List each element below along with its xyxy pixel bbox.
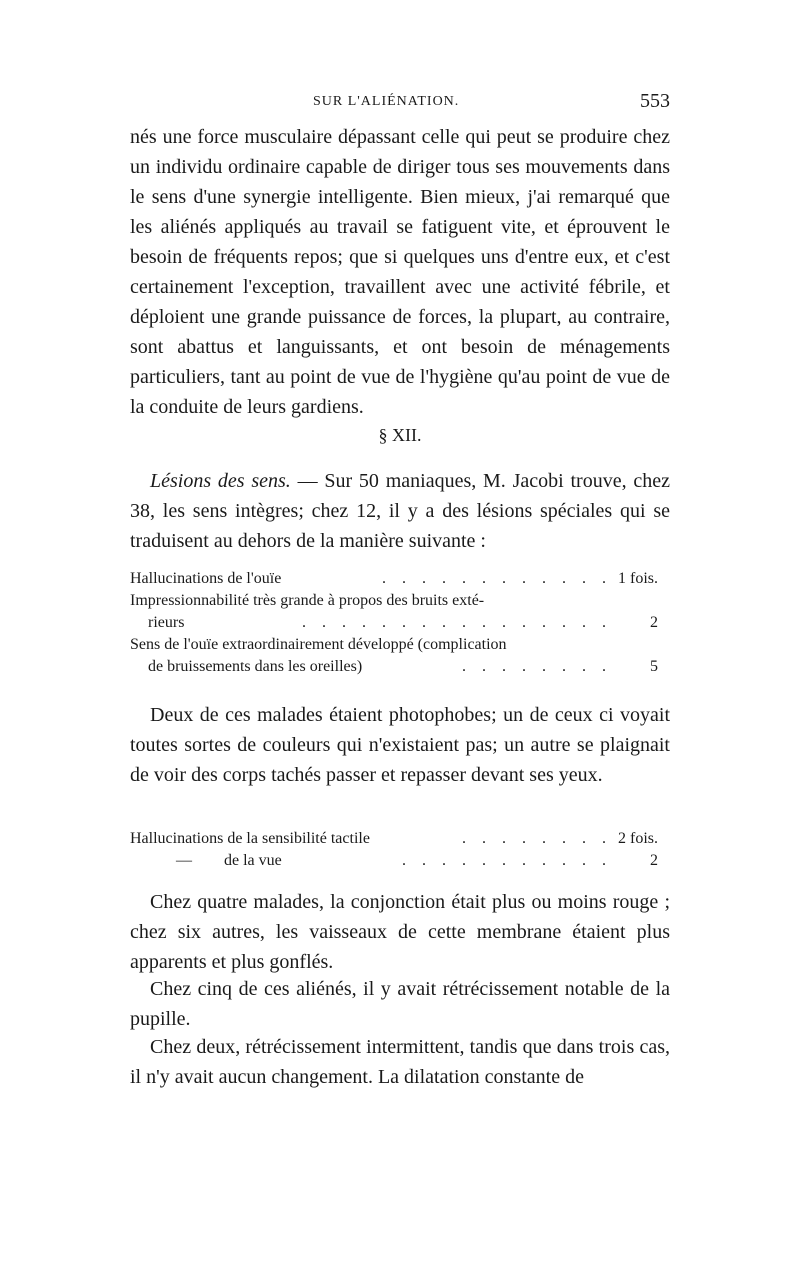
list-item: Impressionnabilité très grande à propos des bruits exté- (130, 592, 485, 609)
paragraph-conjonction: Chez quatre malades, la conjonction était plus ou moins rouge ; chez six autres, les vaisseaux de cette membrane étaient plus apparents et plus gonflés. (130, 891, 670, 973)
list-item: Sens de l'ouïe extraordinairement développé (complication (130, 636, 507, 653)
running-header (130, 90, 670, 120)
paragraph-body: — Sur 50 maniaques, M. Jacobi trouve, chez 38, les sens intègres; chez 12, il y a des lésions spéciales qui se traduisent au dehors de la manière suivante : (130, 470, 670, 552)
paragraph-pupille: Chez cinq de ces aliénés, il y avait rétrécissement notable de la pupille. (130, 978, 670, 1030)
list-item: rieurs . . . . . . . . . . . . . . . . 2 (148, 614, 658, 631)
page-number: 553 (640, 90, 670, 112)
list-item: Hallucinations de l'ouïe . . . . . . . . . . . . 1 fois. (130, 570, 658, 587)
hallucination-list-tactile (130, 828, 670, 872)
paragraph-continued: nés une force musculaire dépassant celle qui peut se produire chez un individu ordinaire capable de diriger tous ses mouvements dans le sens d'une synergie intelligente. Bien mieux, j'ai remarqué que les aliénés appliqués au travail se fatiguent vite, et éprouvent le besoin de fréquents repos; que si quelques uns d'entre eux, et c'est certainement l'exception, travaillent avec une activité fébrile, et déploient une grande puissance de forces, la plupart, au contraire, sont abattus et languissants, et ont besoin de ménagements particuliers, tant au point de vue de l'hygiène qu'au point de vue de la conduite de leurs gardiens. (130, 126, 670, 418)
list-item: de bruissements dans les oreilles) . . . . . . . . 5 (148, 658, 658, 675)
paragraph-lesions-des-sens (130, 466, 670, 556)
list-item: — de la vue . . . . . . . . . . . 2 (176, 852, 658, 869)
paragraph-retrecissement: Chez deux, rétrécissement intermittent, tandis que dans trois cas, il n'y avait aucun changement. La dilatation constante de (130, 1036, 670, 1088)
section-heading: § XII. (378, 425, 422, 445)
paragraph-photophobes: Deux de ces malades étaient photophobes; un de ceux ci voyait toutes sortes de couleurs qui n'existaient pas; un autre se plaignait de voir des corps tachés passer et repasser devant ses yeux. (130, 704, 670, 786)
running-title: SUR L'ALIÉNATION. (313, 94, 460, 109)
list-item: Hallucinations de la sensibilité tactile . . . . . . . . 2 fois. (130, 830, 658, 847)
paragraph-lead-italic: Lésions des sens. (150, 470, 291, 492)
hallucination-list-ouie (130, 568, 670, 678)
